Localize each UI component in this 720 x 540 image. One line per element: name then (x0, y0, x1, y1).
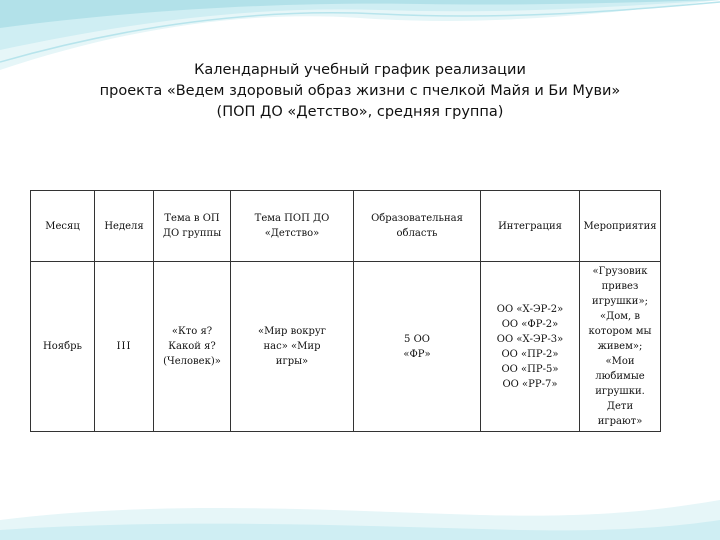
header-area-line-1: Образовательная (371, 213, 463, 224)
cell-area-line: 5 ОО (404, 333, 430, 345)
cell-topic-line: (Человек)» (163, 356, 221, 367)
cell-month: Ноябрь (31, 262, 95, 432)
cell-integration-line: ОО «ФР-2» (501, 318, 559, 330)
cell-integration-line: ОО «ПР-5» (501, 363, 559, 375)
cell-pop-line: нас» «Мир (263, 341, 321, 352)
schedule-table (30, 190, 661, 432)
header-week: Неделя (95, 191, 154, 262)
cell-events-line: котором мы (588, 326, 652, 337)
cell-pop-topic (231, 262, 354, 432)
cell-integration-line: ОО «РР-7» (502, 378, 558, 390)
page-title (0, 60, 720, 123)
cell-events-line: любимые (595, 371, 645, 382)
header-topic-line-1: Тема в ОП (164, 213, 220, 224)
header-topic (154, 191, 231, 262)
cell-pop-line: игры» (275, 356, 309, 367)
title-line-1: Календарный учебный график реализации (194, 62, 526, 78)
cell-events-line: «Дом, в (599, 311, 641, 322)
header-integration: Интеграция (481, 191, 580, 262)
cell-events-line: привез (601, 281, 639, 292)
cell-events-line: игрушки»; (592, 296, 648, 307)
cell-events (580, 262, 661, 432)
cell-area-line: «ФР» (403, 348, 431, 360)
table-header-row (31, 191, 661, 262)
cell-topic (154, 262, 231, 432)
cell-integration-line: ОО «Х-ЭР-3» (496, 333, 564, 345)
cell-topic-line: Какой я? (168, 341, 216, 352)
cell-integration (481, 262, 580, 432)
header-pop-line-2: «Детство» (264, 228, 320, 239)
header-area-line-2: область (396, 228, 438, 239)
cell-events-line: живем»; «Мои (597, 341, 643, 367)
cell-events-line: «Грузовик (592, 266, 648, 277)
cell-events-line: игрушки. Дети (595, 386, 645, 412)
cell-pop-line: «Мир вокруг (257, 326, 327, 337)
header-pop-line-1: Тема ПОП ДО (254, 213, 330, 224)
cell-integration-line: ОО «Х-ЭР-2» (496, 303, 564, 315)
cell-integration-line: ОО «ПР-2» (501, 348, 559, 360)
header-pop-topic (231, 191, 354, 262)
cell-topic-line: «Кто я? (171, 326, 213, 337)
cell-educational-area (354, 262, 481, 432)
header-events: Мероприятия (580, 191, 661, 262)
table-row (31, 262, 661, 432)
title-line-2: проекта «Ведем здоровый образ жизни с пчелкой Майя и Би Муви» (99, 83, 621, 99)
header-month: Месяц (31, 191, 95, 262)
cell-week: III (95, 262, 154, 432)
cell-events-line: играют» (597, 416, 643, 427)
title-line-3: (ПОП ДО «Детство», средняя группа) (216, 104, 504, 120)
header-educational-area (354, 191, 481, 262)
header-topic-line-2: ДО группы (162, 228, 222, 239)
decorative-wave-bottom-icon (0, 480, 720, 540)
